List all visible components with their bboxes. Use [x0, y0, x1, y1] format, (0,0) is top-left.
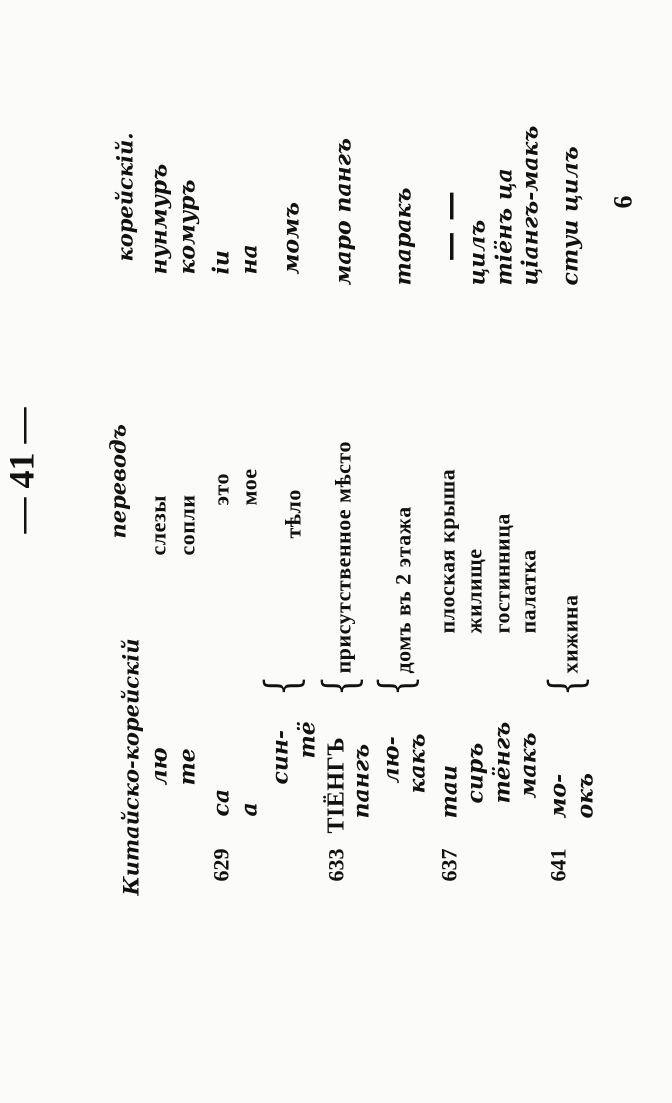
entry-term: макъ: [515, 731, 541, 798]
header-translation: переводъ: [105, 423, 130, 538]
entry-korean: цiангъ-макъ: [517, 125, 543, 285]
entry-term-cont: тё: [294, 720, 320, 758]
entry-term-cont: какъ: [404, 732, 430, 793]
entry-korean: стуи цилъ: [557, 145, 583, 285]
entry-term: сиръ: [462, 742, 488, 803]
entry-term: а: [236, 801, 262, 816]
entry-term: лю: [146, 746, 172, 785]
entry-term: са: [208, 788, 234, 816]
entry-korean: нунмуръ: [146, 163, 172, 274]
entry-translation: палатка: [515, 548, 540, 633]
entry-term: син-: [267, 729, 293, 784]
entry-translation: тѣло: [280, 488, 305, 538]
entry-number: 641: [545, 848, 570, 881]
entry-korean: тiёнъ ца: [491, 167, 517, 285]
entry-translation: это: [208, 472, 233, 505]
entry-term: лю-: [378, 735, 404, 783]
entry-korean: маро пангъ: [330, 137, 356, 285]
page-number: — 41 —: [1, 407, 41, 533]
entry-term: ТIЁНГЪ: [323, 736, 349, 833]
entry-number: 633: [323, 848, 348, 881]
entry-korean: на: [236, 243, 262, 274]
brace: {: [254, 675, 308, 696]
entry-term: мо-: [545, 773, 571, 818]
entry-korean: цилъ: [464, 219, 490, 285]
entry-term: таи: [436, 764, 462, 818]
entry-translation: плоская крыша: [434, 468, 459, 633]
brace: {: [312, 675, 366, 696]
entry-translation: слезы: [145, 494, 170, 555]
entry-translation: мое: [236, 468, 261, 505]
entry-korean-dashes: — —: [432, 190, 467, 261]
header-chinese-korean: Китайско-корейскій: [118, 638, 143, 895]
signature-number: 6: [608, 195, 637, 208]
entry-translation: домъ въ 2 этажа: [390, 505, 415, 673]
entry-korean: момъ: [278, 201, 304, 274]
brace: {: [538, 675, 592, 696]
entry-translation: сопли: [174, 494, 199, 555]
entry-number: 637: [436, 848, 461, 881]
entry-translation: присутственное мѣсто: [330, 440, 355, 673]
entry-korean: таракъ: [390, 186, 416, 285]
entry-term: те: [174, 747, 200, 785]
entry-number: 629: [208, 848, 233, 881]
brace: {: [368, 675, 422, 696]
entry-term-cont: окъ: [572, 772, 598, 818]
header-korean: корейскій.: [112, 131, 137, 261]
entry-korean: комуръ: [174, 178, 200, 274]
entry-translation: хижина: [557, 594, 582, 673]
entry-korean: iu: [208, 249, 234, 274]
entry-term-cont: пангъ: [348, 743, 374, 818]
entry-translation: гостинница: [489, 512, 514, 633]
entry-translation: жилище: [461, 548, 486, 633]
entry-term: тёнгъ: [489, 721, 515, 803]
